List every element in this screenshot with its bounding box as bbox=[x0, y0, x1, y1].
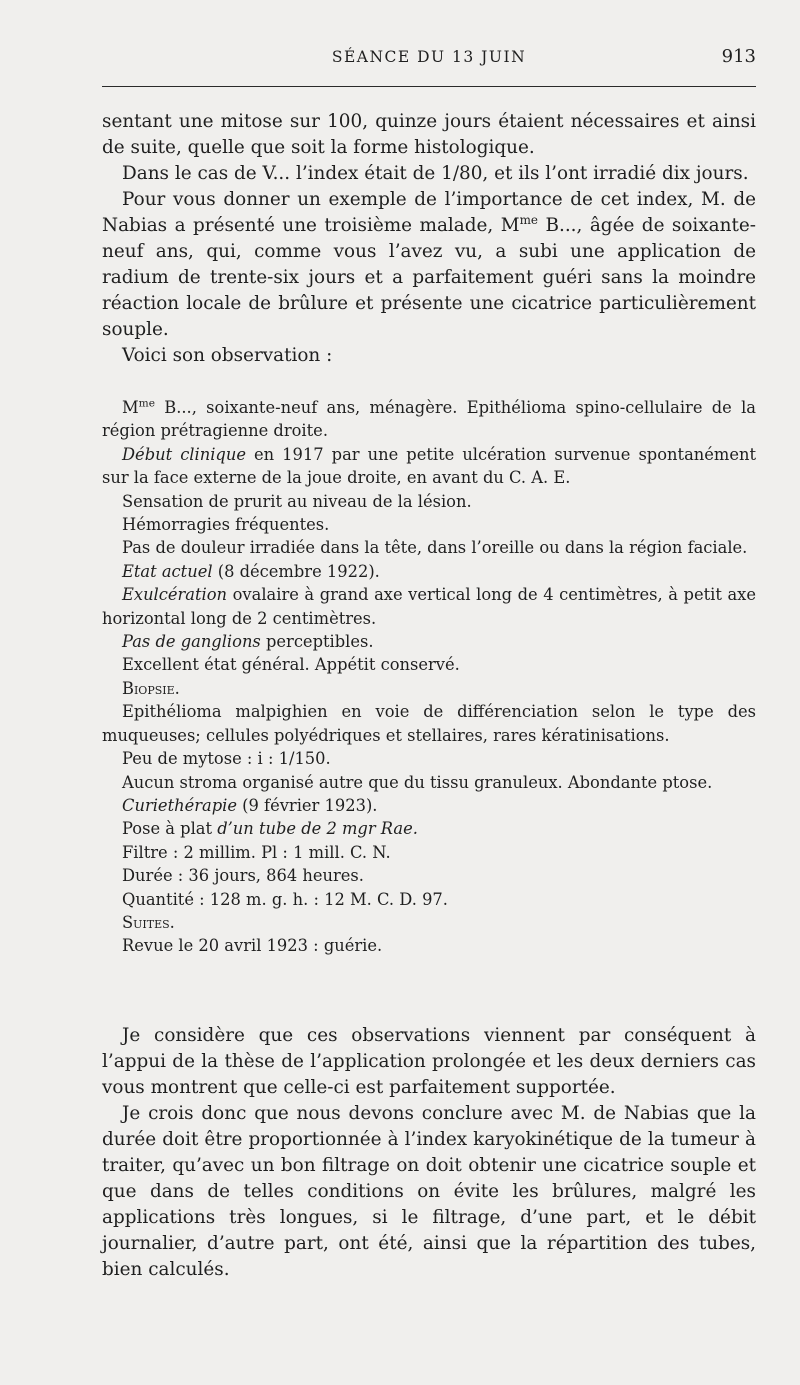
conclusion-paragraph-1: Je considère que ces observations viennent par conséquent à l’appui de la thèse de l’application prolongée et les deux derniers cas vous montrent que celle-ci est parfaitement supportée. bbox=[102, 1025, 756, 1098]
conclusion-paragraph-2: Je crois donc que nous devons conclure avec M. de Nabias que la durée doit être proportionnée à l’index karyokinétique de la tumeur à traiter, qu’avec un bon filtrage on doit obtenir une cicatrice souple et que dans de telles conditions on évite les brûlures, malgré les applications très longues, si le filtrage, d’une part, et le débit journalier, d’autre part, ont été, ainsi que la répartition des tubes, bien calculés. bbox=[102, 1103, 756, 1280]
obs-exulc-text: ovalaire à grand axe vertical long de 4 centimètres, à petit axe horizontal long de 2 centimètres. bbox=[102, 585, 756, 628]
obs-hemorragies: Hémorragies fréquentes. bbox=[122, 515, 330, 535]
obs-ganglions-label: Pas de ganglions bbox=[122, 632, 261, 652]
obs-pose-italic: d’un tube de 2 mgr Rae. bbox=[217, 819, 418, 839]
obs-filtre: Filtre : 2 millim. Pl : 1 mill. C. N. bbox=[122, 842, 391, 862]
obs-etat-text: (8 décembre 1922). bbox=[212, 561, 380, 581]
obs-biopsie-heading: Biopsie. bbox=[122, 678, 180, 698]
obs-debut-label: Début clinique bbox=[122, 444, 246, 464]
obs-mytose: Peu de mytose : i : 1/150. bbox=[122, 749, 331, 769]
obs-epithelioma: Epithélioma malpighien en voie de différenciation selon le type des muqueuses; cellules polyédriques et stellaires, rares kératinisations. bbox=[102, 702, 756, 745]
obs-etat-actuel bbox=[102, 560, 756, 583]
page-number: 913 bbox=[721, 46, 756, 67]
obs-exulc-label: Exulcération bbox=[122, 585, 228, 605]
obs-pose bbox=[102, 817, 756, 840]
observation-section bbox=[102, 396, 756, 958]
intro-paragraph-4: Voici son observation : bbox=[122, 345, 333, 366]
header-title: SÉANCE DU 13 JUIN bbox=[331, 48, 527, 66]
header-rule bbox=[102, 86, 756, 87]
obs-revue: Revue le 20 avril 1923 : guérie. bbox=[122, 936, 383, 956]
obs-quantite: Quantité : 128 m. g. h. : 12 M. C. D. 97. bbox=[122, 889, 448, 909]
obs-curie-label: Curiethérapie bbox=[122, 795, 237, 815]
conclusion-section bbox=[102, 1023, 756, 1283]
intro-section bbox=[102, 109, 756, 369]
obs-debut bbox=[102, 443, 756, 490]
obs-etat-general: Excellent état général. Appétit conservé. bbox=[122, 655, 460, 675]
obs-suites-heading: Suites. bbox=[122, 912, 175, 932]
obs-ganglions-text: perceptibles. bbox=[260, 632, 374, 652]
intro-paragraph-3: Pour vous donner un exemple de l’importance de cet index, M. de Nabias a présenté une troisième malade, $M^{me}$ B..., âgée de soixante-neuf ans, qui, comme vous l’avez vu, a subi une application de radium de trente-six jours et a parfaitement guéri sans la moindre réaction locale de brûlure et présente une cicatrice particulièrement souple. bbox=[102, 189, 756, 340]
obs-pose-text: Pose à plat bbox=[122, 819, 218, 839]
obs-curie-text: (9 février 1923). bbox=[237, 795, 378, 815]
obs-duree: Durée : 36 jours, 864 heures. bbox=[122, 866, 364, 886]
obs-curietherapie bbox=[102, 794, 756, 817]
obs-ganglions bbox=[102, 630, 756, 653]
intro-paragraph-2: Dans le cas de V... l’index était de 1/80, et ils l’ont irradié dix jours. bbox=[122, 163, 749, 184]
obs-debut-text: en 1917 par une petite ulcération survenue spontanément sur la face externe de la joue droite, en avant du C. A. E. bbox=[102, 444, 756, 488]
obs-etat-label: Etat actuel bbox=[122, 561, 213, 581]
obs-douleur: Pas de douleur irradiée dans la tête, dans l’oreille ou dans la région faciale. bbox=[122, 538, 748, 558]
obs-patient-line: $M^{me}$ B..., soixante-neuf ans, ménagère. Epithélioma spino-cellulaire de la région prétragienne droite. bbox=[102, 397, 756, 441]
obs-prurit: Sensation de prurit au niveau de la lésion. bbox=[122, 491, 472, 511]
intro-paragraph-1: sentant une mitose sur 100, quinze jours étaient nécessaires et ainsi de suite, quelle que soit la forme histologique. bbox=[102, 111, 756, 158]
obs-exulceration bbox=[102, 583, 756, 630]
obs-stroma: Aucun stroma organisé autre que du tissu granuleux. Abondante ptose. bbox=[122, 772, 713, 792]
running-header bbox=[102, 44, 756, 74]
